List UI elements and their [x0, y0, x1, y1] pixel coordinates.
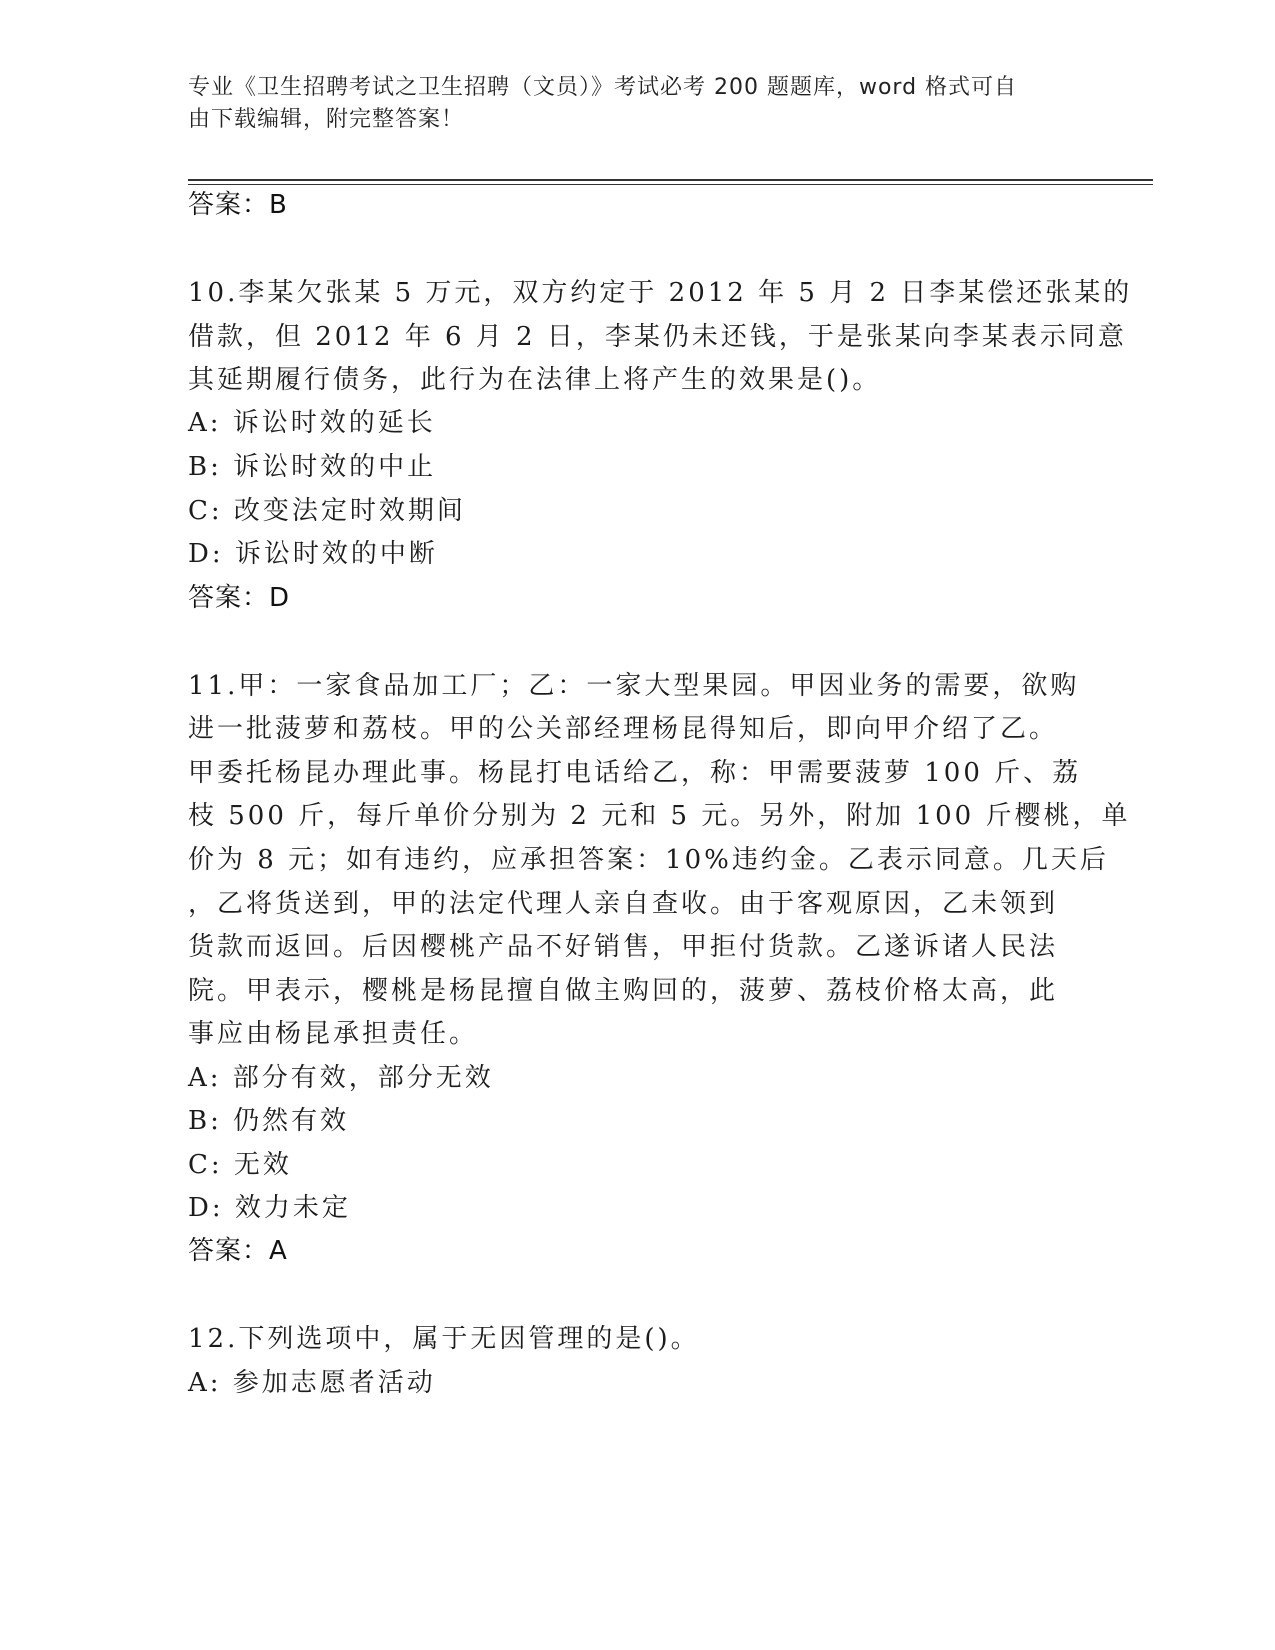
- question-12-text: 12.下列选项中，属于无因管理的是()。: [188, 1324, 700, 1354]
- question-11-text: ，乙将货送到，甲的法定代理人亲自查收。由于客观原因，乙未领到: [188, 889, 1059, 919]
- question-11-text: 11.甲：一家食品加工厂；乙：一家大型果园。甲因业务的需要，欲购: [188, 671, 1080, 701]
- header-line: 由下载编辑，附完整答案！: [188, 107, 465, 132]
- header-rule-thin: [188, 184, 1153, 185]
- option-d: D: 效力未定: [188, 1193, 351, 1223]
- answer-label: 答案：B: [188, 190, 288, 220]
- document-header: [188, 72, 1068, 136]
- question-10-text: 10.李某欠张某 5 万元，双方约定于 2012 年 5 月 2 日李某偿还张某的: [188, 278, 1133, 308]
- answer-label: 答案：D: [188, 583, 291, 613]
- question-11-text: 进一批菠萝和荔枝。甲的公关部经理杨昆得知后，即向甲介绍了乙。: [188, 714, 1059, 744]
- question-11-text: 价为 8 元；如有违约，应承担答案：10%违约金。乙表示同意。几天后: [188, 845, 1109, 875]
- option-d: D: 诉讼时效的中断: [188, 539, 438, 569]
- question-10-text: 其延期履行债务，此行为在法律上将产生的效果是()。: [188, 365, 882, 395]
- question-11-text: 货款而返回。后因樱桃产品不好销售，甲拒付货款。乙遂诉诸人民法: [188, 932, 1059, 962]
- option-b: B: 仍然有效: [188, 1106, 350, 1136]
- question-11-text: 枝 500 斤，每斤单价分别为 2 元和 5 元。另外，附加 100 斤樱桃，单: [188, 801, 1131, 831]
- question-11-text: 事应由杨昆承担责任。: [188, 1019, 479, 1049]
- option-b: B: 诉讼时效的中止: [188, 452, 437, 482]
- header-rule: [188, 179, 1153, 181]
- question-11-text: 甲委托杨昆办理此事。杨昆打电话给乙，称：甲需要菠萝 100 斤、荔: [188, 758, 1082, 788]
- header-line: 专业《卫生招聘考试之卫生招聘（文员）》考试必考 200 题题库，word 格式可自: [188, 75, 1018, 100]
- option-c: C: 无效: [188, 1150, 292, 1180]
- question-10-text: 借款，但 2012 年 6 月 2 日，李某仍未还钱，于是张某向李某表示同意: [188, 322, 1127, 352]
- option-a: A: 诉讼时效的延长: [188, 408, 436, 438]
- option-a: A: 参加志愿者活动: [188, 1368, 436, 1398]
- option-a: A: 部分有效，部分无效: [188, 1063, 494, 1093]
- question-11-text: 院。甲表示，樱桃是杨昆擅自做主购回的，菠萝、荔枝价格太高，此: [188, 976, 1059, 1006]
- answer-label: 答案：A: [188, 1236, 288, 1266]
- option-c: C: 改变法定时效期间: [188, 496, 466, 526]
